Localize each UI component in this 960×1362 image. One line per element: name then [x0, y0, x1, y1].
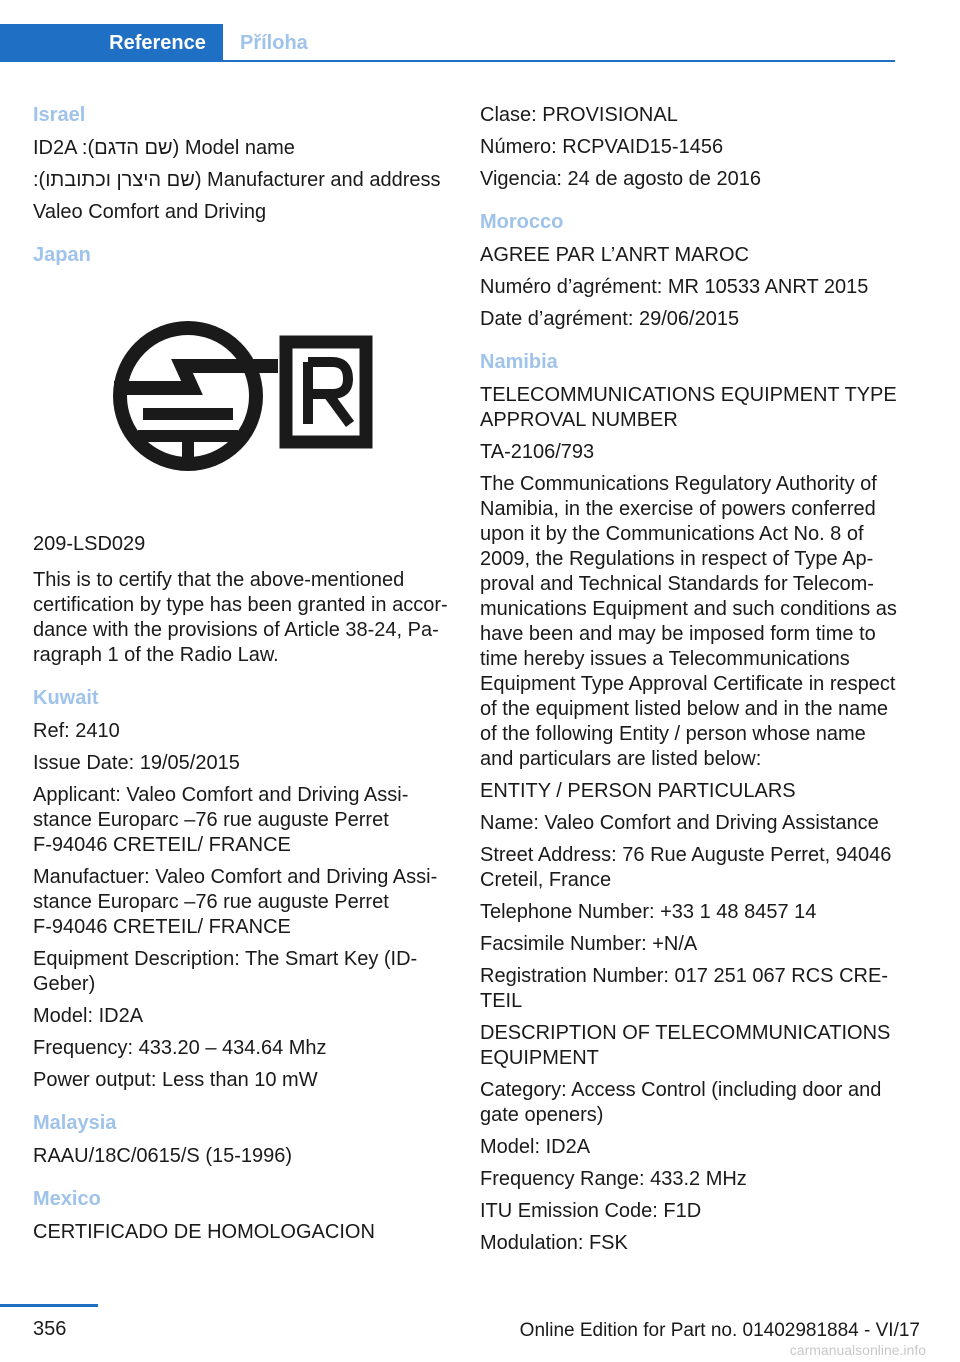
heading-malaysia: Malaysia	[33, 1112, 117, 1134]
morocco-line: AGREE PAR L’ANRT MAROC	[480, 244, 749, 266]
heading-kuwait: Kuwait	[33, 687, 99, 709]
morocco-line: Numéro d’agrément: MR 10533 ANRT 2015	[480, 276, 869, 298]
namibia-line: Modulation: FSK	[480, 1232, 628, 1254]
tab-priloha[interactable]: Příloha	[240, 32, 308, 54]
mexico-text: CERTIFICADO DE HOMOLOGACION	[33, 1221, 375, 1243]
mexico-line: Vigencia: 24 de agosto de 2016	[480, 168, 761, 190]
heading-morocco: Morocco	[480, 211, 564, 233]
namibia-line: Street Address: 76 Rue Auguste Perret, 94046 Creteil, France	[480, 844, 897, 891]
tab-bar-underline	[0, 60, 895, 62]
page-footer	[0, 1304, 960, 1362]
morocco-line: Date d’agrément: 29/06/2015	[480, 308, 740, 330]
kuwait-line: Frequency: 433.20 – 434.64 Mhz	[33, 1037, 327, 1059]
namibia-line: Facsimile Number: +N/A	[480, 933, 698, 955]
kuwait-line: Ref: 2410	[33, 720, 120, 742]
malaysia-text: RAAU/18C/0615/S (15-1996)	[33, 1145, 293, 1167]
watermark: carmanualsonline.info	[789, 1342, 926, 1358]
israel-line: :(שם היצרן וכתובתו) Manufacturer and address	[33, 169, 441, 191]
footer-rule	[0, 1304, 98, 1307]
namibia-line: ENTITY / PERSON PARTICULARS	[480, 780, 796, 802]
kuwait-line: Model: ID2A	[33, 1005, 144, 1027]
kuwait-line: Applicant: Valeo Comfort and Driving Assistance Europarc –76 rue auguste Perret F-94046 CRETEIL/ FRANCE	[33, 784, 409, 856]
heading-namibia: Namibia	[480, 351, 558, 373]
heading-israel: Israel	[33, 104, 86, 126]
tab-reference[interactable]	[0, 24, 223, 62]
kuwait-line: Equipment Description: The Smart Key (ID-Geber)	[33, 948, 418, 995]
namibia-line: Model: ID2A	[480, 1136, 591, 1158]
namibia-line: DESCRIPTION OF TELECOMMUNICATIONS EQUIPMENT	[480, 1022, 896, 1069]
page-number: 356	[33, 1318, 67, 1340]
namibia-line: Category: Access Control (including door and gate openers)	[480, 1079, 887, 1126]
heading-mexico: Mexico	[33, 1188, 101, 1210]
mexico-line: Clase: PROVISIONAL	[480, 104, 678, 126]
namibia-line: ITU Emission Code: F1D	[480, 1200, 702, 1222]
namibia-line: TA-2106/793	[480, 441, 595, 463]
kuwait-line: Power output: Less than 10 mW	[33, 1069, 318, 1091]
reference-tab-bar	[0, 24, 895, 62]
namibia-line: Registration Number: 017 251 067 RCS CRETEIL	[480, 965, 888, 1012]
tab-reference-label: Reference	[109, 32, 206, 54]
heading-japan: Japan	[33, 244, 91, 266]
kuwait-line: Issue Date: 19/05/2015	[33, 752, 240, 774]
kuwait-line: Manufactuer: Valeo Comfort and Driving Assistance Europarc –76 rue auguste Perret F-94046 CRETEIL/ FRANCE	[33, 866, 438, 938]
israel-line: ID2A :(שם הדגם) Model name	[33, 137, 295, 159]
namibia-line: The Communications Regulatory Authority of Namibia, in the exercise of powers conferred upon it by the Communications Act No. 8 of 2009, the Regulations in respect of Type Approval and Technical Standards for Telecommunications Equipment and such conditions as have been and may be imposed form time to time hereby issues a Telecommunications Equipment Type Approval Certificate in respect of the equipment listed below and in the name of the following Entity / person whose name and particulars are listed below:	[480, 473, 903, 770]
left-column	[33, 103, 453, 1252]
namibia-line: Telephone Number: +33 1 48 8457 14	[480, 901, 817, 923]
japan-certification-mark	[33, 286, 453, 516]
edition-text: Online Edition for Part no. 01402981884 - VI/17	[519, 1320, 920, 1341]
namibia-line: Frequency Range: 433.2 MHz	[480, 1168, 747, 1190]
right-column	[480, 103, 903, 1263]
israel-line: Valeo Comfort and Driving	[33, 201, 267, 223]
japan-certification-text: This is to certify that the above-mentioned certification by type has been granted in accordance with the provisions of Article 38-24, Paragraph 1 of the Radio Law.	[33, 569, 448, 666]
japan-code: 209-LSD029	[33, 533, 146, 555]
namibia-line: TELECOMMUNICATIONS EQUIPMENT TYPE APPROVAL NUMBER	[480, 384, 902, 431]
mexico-line: Número: RCPVAID15-1456	[480, 136, 724, 158]
telec-r-mark-icon	[108, 296, 378, 496]
namibia-line: Name: Valeo Comfort and Driving Assistance	[480, 812, 879, 834]
